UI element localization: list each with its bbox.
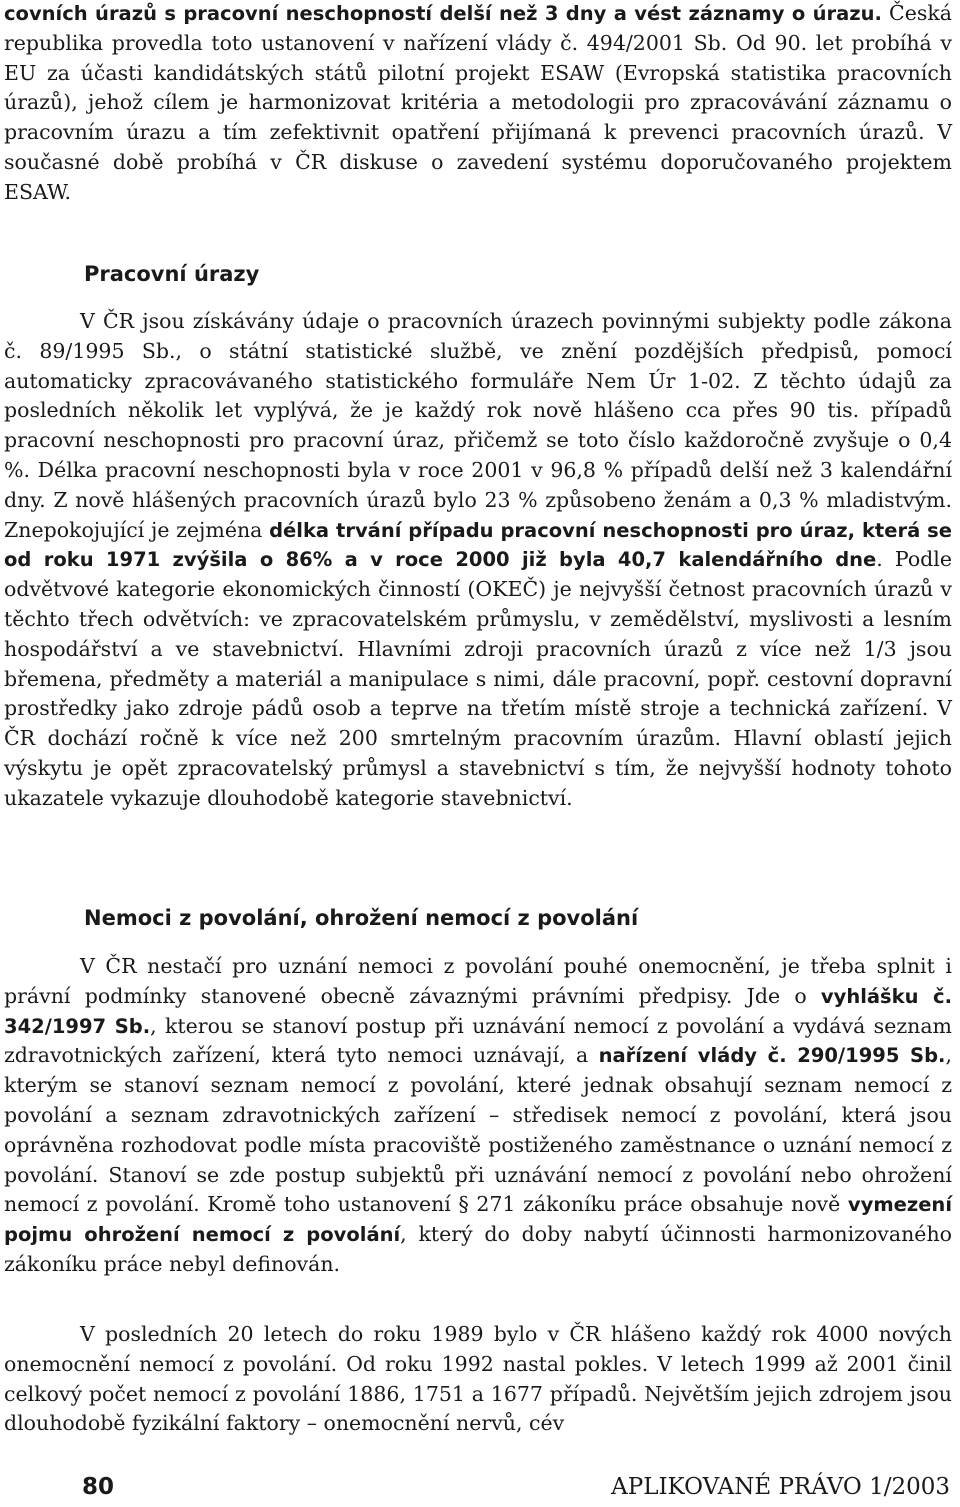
journal-title: APLIKOVANÉ PRÁVO 1/2003: [611, 1474, 950, 1500]
text-run: V ČR nestačí pro uznání nemoci z povolání pouhé onemocnění, je třeba splnit i právní podmínky stanovené obecně závaznými právními předpisy. Jde o: [4, 954, 952, 1008]
bold-text-run: nařízení vlády č. 290/1995 Sb.: [598, 1044, 946, 1068]
text-run: , který do doby nabytí účinnosti harmonizovaného zákoníku práce nebyl definován.: [4, 1222, 952, 1276]
text-run: Česká republika provedla toto ustanovení v nařízení vlády č. 494/2001 Sb. Od 90. let probíhá v EU za účasti kandidátských států pilotní projekt ESAW (Evropská statistika pracovních úrazů), jehož cílem je harmonizovat kritéria a metodologii pro zpracovávání záznamu o pracovním úrazu a tím zefektivnit opatření přijímaná k prevenci pracovních úrazů. V současné době probíhá v ČR diskuse o zavedení systému doporučovaného projektem ESAW.: [4, 1, 952, 204]
paragraph-intro: [4, 0, 952, 208]
paragraph-statistics: [4, 1320, 952, 1439]
text-run: , kterým se stanoví seznam nemocí z povolání, které jednak obsahují seznam nemocí z povolání a seznam zdravotnických zařízení – středisek nemocí z povolání, která jsou oprávněna rozhodovat podle místa pracoviště postiženého zaměstnance o uznání nemocí z povolání. Stanoví se zde postup subjektů při uznávání nemocí z povolání nebo ohrožení nemocí z povolání. Kromě toho ustanovení § 271 zákoníku práce obsahuje nově: [4, 1043, 953, 1217]
page-number: 80: [82, 1474, 115, 1500]
bold-text-run: délka trvání případu pracovní neschopnosti pro úraz, která se od roku 1971 zvýšila o 86% a v roce 2000 již byla 40,7 kalendářního dne: [4, 518, 953, 572]
text-run: V ČR jsou získávány údaje o pracovních úrazech povinnými subjekty podle zákona č. 89/1995 Sb., o státní statistické službě, ve znění pozdějších předpisů, pomocí automaticky zpracovávaného statistického formuláře Nem Úr 1-02. Z těchto údajů za posledních několik let vyplývá, že je každý rok nově hlášeno cca přes 90 tis. případů pracovní neschopnosti pro pracovní úraz, přičemž se toto číslo každoročně zvyšuje o 0,4 %. Délka pracovní neschopnosti byla v roce 2001 v 96,8 % případů delší než 3 kalendářní dny. Z nově hlášených pracovních úrazů bylo 23 % způsobeno ženám a 0,3 % mladistvým. Znepokojující je zejména: [4, 309, 952, 542]
section-heading-diseases: Nemoci z povolání, ohrožení nemocí z povolání: [84, 906, 639, 930]
bold-text-run: vymezení pojmu ohrožení nemocí z povolání: [4, 1193, 952, 1247]
paragraph-injuries: [4, 307, 952, 814]
bold-text-run: vyhlášku č. 342/1997 Sb.: [4, 984, 952, 1038]
text-run: V posledních 20 letech do roku 1989 bylo v ČR hlášeno každý rok 4000 nových onemocnění nemocí z povolání. Od roku 1992 nastal pokles. V letech 1999 až 2001 činil celkový počet nemocí z povolání 1886, 1751 a 1677 případů. Největším jejich zdrojem jsou dlouhodobě fyzikální faktory – onemocnění nervů, cév: [4, 1322, 952, 1436]
bold-text-run: covních úrazů s pracovní neschopností delší než 3 dny a vést záznamy o úrazu.: [4, 2, 882, 25]
section-heading-injuries: Pracovní úrazy: [84, 262, 260, 286]
text-run: , kterou se stanoví postup při uznávání nemocí z povolání a vydává seznam zdravotnických zařízení, která tyto nemoci uznávají, a: [4, 1013, 952, 1068]
text-run: . Podle odvětvové kategorie ekonomických činností (OKEČ) je nejvyšší četnost pracovních úrazů v těchto třech odvětvích: ve zpracovatelském průmyslu, v zemědělství, myslivosti a lesním hospodářství a ve stavebnictví. Hlavními zdroji pracovních úrazů z více než 1/3 jsou břemena, předměty a materiál a manipulace s nimi, dále pracovní, popř. cestovní dopravní prostředky jako zdroje pádů osob a teprve na třetím místě stroje a technická zařízení. V ČR dochází ročně k více než 200 smrtelným pracovním úrazům. Hlavní oblastí jejich výskytu je opět zpracovatelský průmysl a stavebnictví s tím, že nejvyšší hodnoty tohoto ukazatele vykazuje dlouhodobě kategorie stavebnictví.: [4, 547, 952, 810]
paragraph-diseases: [4, 952, 952, 1280]
page-footer: [0, 1470, 960, 1504]
